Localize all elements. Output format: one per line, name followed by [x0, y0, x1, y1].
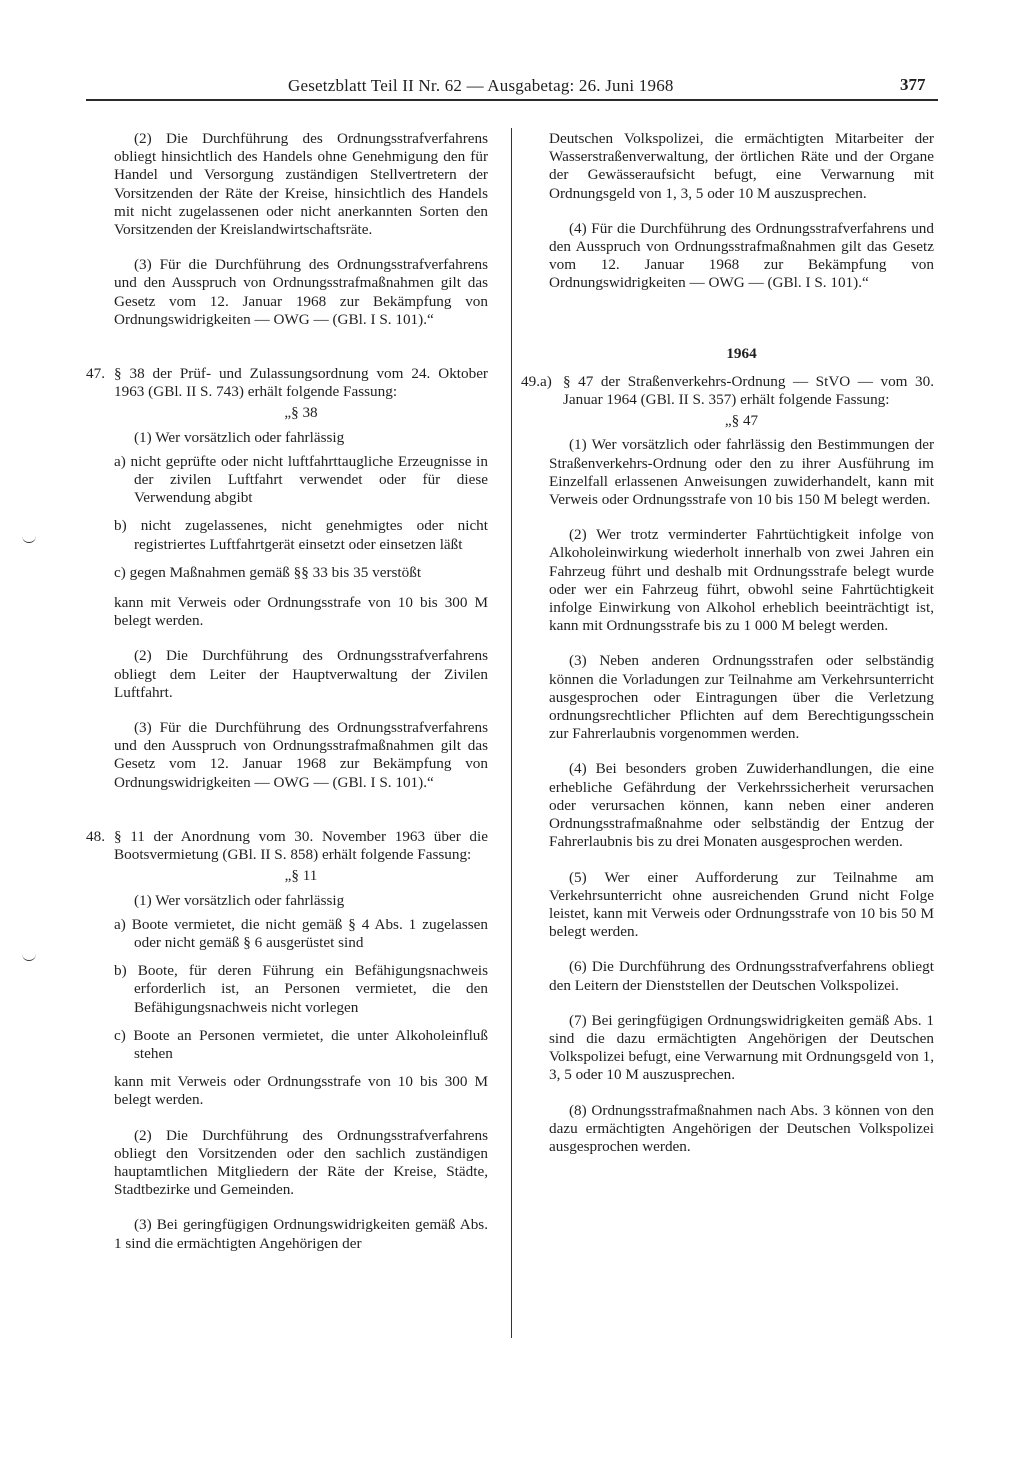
- paragraph: (2) Die Durchführung des Ordnungsstrafverfahrens obliegt hinsichtlich des Handels ohne Genehmigung den für Handel und Versorgung zuständigen Stellvertretern der Vorsitzenden der Räte der Kreise, hinsichtlich des Handels mit nicht zugelassenen oder nicht anerkannten Sorten den Vorsitzenden der Kreislandwirtschaftsräte.: [114, 130, 488, 239]
- list-item-c: c) gegen Maßnahmen gemäß §§ 33 bis 35 verstößt: [114, 563, 422, 581]
- header-rule: [86, 99, 938, 101]
- item-49: [523, 373, 934, 409]
- margin-tick-mark: [22, 952, 36, 961]
- item-intro: § 47 der Straßenverkehrs-Ordnung — StVO — vom 30. Januar 1964 (GBl. II S. 357) erhält folgende Fassung:: [563, 372, 934, 409]
- paragraph: (7) Bei geringfügigen Ordnungswidrigkeiten gemäß Abs. 1 sind die dazu ermächtigten Angehörigen der Deutschen Volkspolizei befugt, eine Verwarnung mit Ordnungsgeld von 1, 3, 5 oder 10 M auszusprechen.: [549, 1011, 934, 1084]
- list-item-a: a) nicht geprüfte oder nicht luftfahrttaugliche Erzeugnisse in der zivilen Luftfahrt verwendet oder für diese Verwendung abgibt: [114, 452, 488, 507]
- paragraph: (2) Die Durchführung des Ordnungsstrafverfahrens obliegt dem Leiter der Hauptverwaltung der Zivilen Luftfahrt.: [114, 647, 488, 701]
- section-heading: „§ 38: [284, 404, 318, 422]
- item-intro: § 38 der Prüf- und Zulassungsordnung vom 24. Oktober 1963 (GBl. II S. 743) erhält folgende Fassung:: [114, 365, 488, 401]
- paragraph: (8) Ordnungsstrafmaßnahmen nach Abs. 3 können von den dazu ermächtigten Angehörigen der Deutschen Volkspolizei ausgesprochen werden.: [549, 1101, 934, 1155]
- paragraph: (3) Neben anderen Ordnungsstrafen oder selbständig können die Vorladungen zur Teilnahme am Verkehrsunterricht ausgesprochen oder Eintragungen über die Verletzung ordnungsrechtlicher Pflichten auf dem Berechtigungsschein zur Fahrerlaubnis vorgenommen werden.: [549, 652, 934, 743]
- paragraph: (3) Bei geringfügigen Ordnungswidrigkeiten gemäß Abs. 1 sind die ermächtigten Angehörigen der: [114, 1216, 488, 1252]
- paragraph: (4) Bei besonders groben Zuwiderhandlungen, die eine erhebliche Gefährdung der Verkehrssicherheit verursachen oder verursachen können, kann neben einer anderen Ordnungsstrafmaßnahme oder selbständig der Entzug der Fahrerlaubnis bis zu drei Monaten ausgesprochen werden.: [549, 760, 934, 851]
- paragraph: (1) Wer vorsätzlich oder fahrlässig: [134, 891, 345, 909]
- list-item-b: b) Boote, für deren Führung ein Befähigungsnachweis erforderlich ist, an Personen vermietet, die den Befähigungsnachweis nicht vorlegen: [114, 962, 488, 1016]
- paragraph: (1) Wer vorsätzlich oder fahrlässig den Bestimmungen der Straßenverkehrs-Ordnung oder den zu ihrer Ausführung im Einzelfall erlassenen Anweisungen zuwiderhandelt, kann mit Verweis oder Ordnungsstrafe von 10 bis 150 M belegt werden.: [549, 436, 934, 509]
- margin-tick-mark: [22, 534, 36, 543]
- running-header: Gesetzblatt Teil II Nr. 62 — Ausgabetag: 26. Juni 1968: [288, 76, 674, 95]
- item-number: 49.a): [521, 372, 552, 390]
- section-heading: „§ 47: [724, 412, 759, 430]
- page-number: 377: [900, 75, 926, 94]
- paragraph: (6) Die Durchführung des Ordnungsstrafverfahrens obliegt den Leitern der Dienststellen der Deutschen Volkspolizei.: [549, 958, 934, 994]
- year-heading: 1964: [726, 344, 757, 362]
- paragraph: (1) Wer vorsätzlich oder fahrlässig: [134, 428, 345, 446]
- item-number: 47.: [86, 365, 105, 383]
- paragraph: (5) Wer einer Aufforderung zur Teilnahme am Verkehrsunterricht ohne ausreichenden Grund nicht Folge leistet, kann mit Verweis oder Ordnungsstrafe von 10 bis 50 M belegt werden.: [549, 868, 934, 941]
- paragraph: Deutschen Volkspolizei, die ermächtigten Mitarbeiter der Wasserstraßenverwaltung, der örtlichen Räte und der Organe der Gewässeraufsicht befugt, eine Verwarnung mit Ordnungsgeld von 1, 3, 5 oder 10 M auszusprechen.: [549, 130, 934, 202]
- section-heading: „§ 11: [284, 867, 318, 885]
- item-intro: § 11 der Anordnung vom 30. November 1963 über die Bootsvermietung (GBl. II S. 858) erhält folgende Fassung:: [114, 827, 488, 864]
- left-column: [86, 130, 488, 1270]
- paragraph: (2) Wer trotz verminderter Fahrtüchtigkeit infolge von Alkoholeinwirkung wiederholt innerhalb von zwei Jahren ein Fahrzeug führt und deshalb mit Ordnungsstrafe belegt wurde oder wer ein Fahrzeug führt, obwohl seine Fahrtüchtigkeit infolge Einwirkung von Alkohol erheblich beeinträchtigt ist, kann mit Ordnungsstrafe bis zu 1 000 M belegt werden.: [549, 526, 934, 635]
- paragraph: (3) Für die Durchführung des Ordnungsstrafverfahrens und den Ausspruch von Ordnungsstrafmaßnahmen gilt das Gesetz vom 12. Januar 1968 zur Bekämpfung von Ordnungswidrigkeiten — OWG — (GBl. I S. 101).“: [114, 256, 488, 328]
- list-item-c: c) Boote an Personen vermietet, die unter Alkoholeinfluß stehen: [114, 1026, 488, 1062]
- item-48: [88, 828, 488, 864]
- penalty-text: kann mit Verweis oder Ordnungsstrafe von 10 bis 300 M belegt werden.: [114, 594, 488, 630]
- item-47: [88, 365, 488, 401]
- penalty-text: kann mit Verweis oder Ordnungsstrafe von 10 bis 300 M belegt werden.: [114, 1073, 488, 1109]
- list-item-b: b) nicht zugelassenes, nicht genehmigtes oder nicht registriertes Luftfahrtgerät einsetzt oder einsetzen läßt: [114, 517, 488, 553]
- paragraph: (3) Für die Durchführung des Ordnungsstrafverfahrens und den Ausspruch von Ordnungsstrafmaßnahmen gilt das Gesetz vom 12. Januar 1968 zur Bekämpfung von Ordnungswidrigkeiten — OWG — (GBl. I S. 101).“: [114, 719, 488, 791]
- paragraph: (2) Die Durchführung des Ordnungsstrafverfahrens obliegt den Vorsitzenden oder den sachlich zuständigen hauptamtlichen Mitgliedern der Räte der Kreise, Städte, Stadtbezirke und Gemeinden.: [114, 1126, 488, 1199]
- list-item-a: a) Boote vermietet, die nicht gemäß § 4 Abs. 1 zugelassen oder nicht gemäß § 6 ausgerüstet sind: [114, 915, 488, 951]
- paragraph: (4) Für die Durchführung des Ordnungsstrafverfahrens und den Ausspruch von Ordnungsstrafmaßnahmen gilt das Gesetz vom 12. Januar 1968 zur Bekämpfung von Ordnungswidrigkeiten — OWG — (GBl. I S. 101).“: [549, 219, 934, 292]
- column-divider: [511, 128, 512, 1338]
- right-column: [521, 130, 934, 1173]
- item-number: 48.: [86, 827, 105, 845]
